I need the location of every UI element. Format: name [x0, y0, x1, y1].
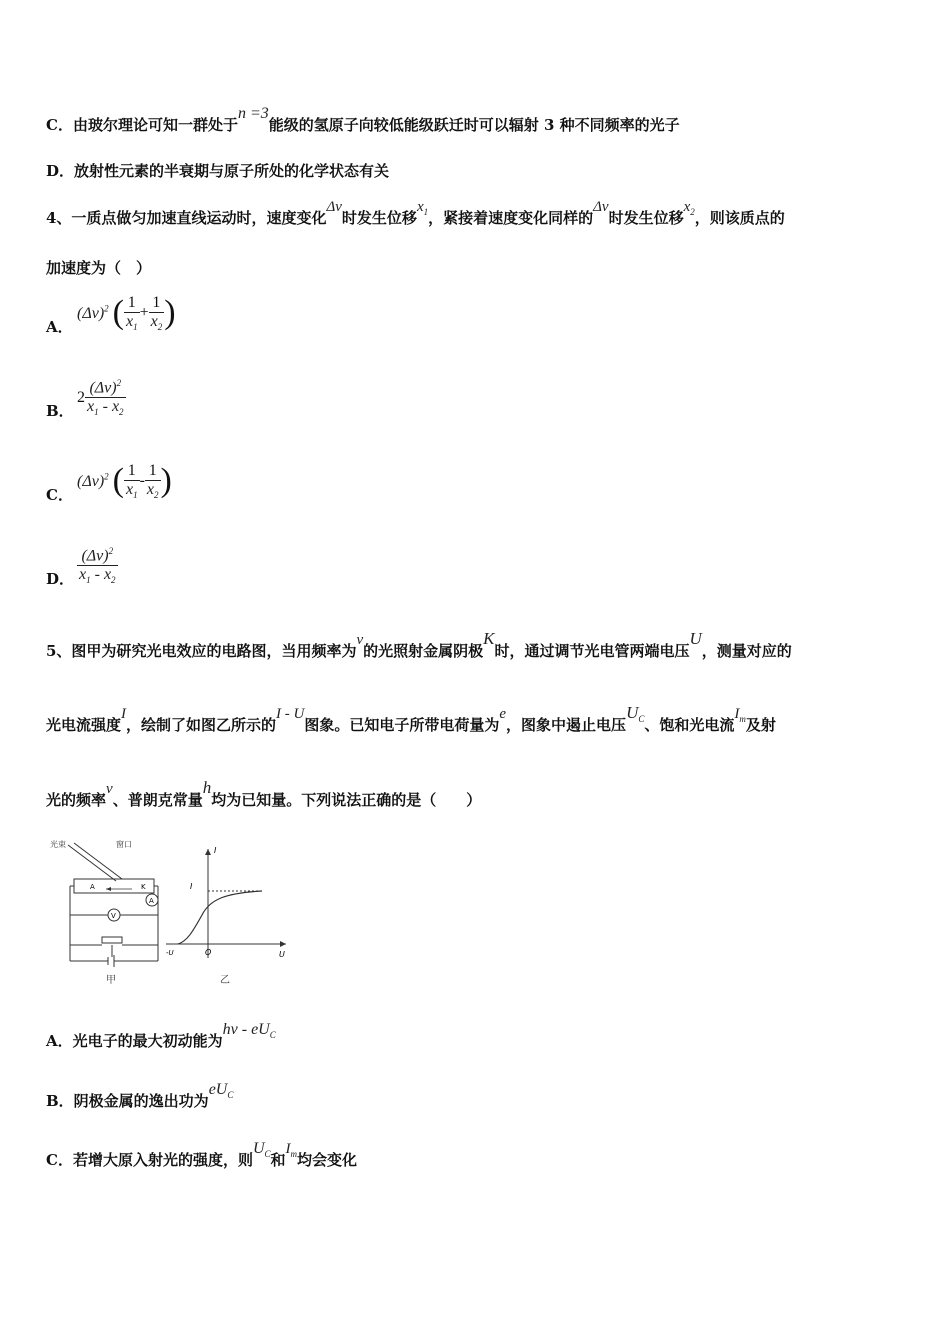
q5-math-h: h [202, 778, 212, 797]
q5-math-Uc: U [626, 703, 639, 722]
q4-math-x1: x [416, 199, 424, 215]
q3-option-d [46, 160, 389, 181]
q5-c-math-uc: U [252, 1140, 265, 1157]
q5-sub-c: C [638, 714, 645, 724]
q5-text-7: 图象。已知电子所带电荷量为 [304, 716, 500, 734]
q4-option-c-label: C． [46, 486, 73, 504]
q5-b-math: eU [208, 1081, 228, 1098]
q5-math-I: I [121, 706, 127, 722]
q5-b-text: B．阴极金属的逸出功为 [46, 1092, 209, 1110]
q3-d-text: D．放射性元素的半衰期与原子所处的化学状态有关 [46, 162, 390, 180]
q5-text-11: 光的频率 [46, 791, 107, 809]
q5-text-1: 5、图甲为研究光电效应的电路图，当用频率为 [46, 642, 357, 660]
label-ammeter: A [149, 897, 154, 905]
q4-stem-line1: 4、一质点做匀加速直线运动时，速度变化Δv时发生位移$x_1$，紧接着速度变化同样的Δv时发生位移$x_2$，则该质点的 [46, 199, 785, 227]
q4-stem-line2 [46, 257, 151, 278]
q4-option-d-formula: $\frac{(\Delta v)^2}{x_1 - x_2}$ [79, 546, 116, 586]
label-i-axis: I [214, 846, 217, 855]
q4-option-a-label: A． [46, 318, 73, 336]
q5-text-3: 时，通过调节光电管两端电压 [494, 642, 690, 660]
q5-c-text: C．若增大原入射光的强度，则 [46, 1151, 253, 1169]
label-u-axis: U [279, 950, 285, 959]
q5-a-sub: C [269, 1030, 276, 1040]
label-cathode: K [141, 883, 146, 891]
q5-option-c [46, 1140, 358, 1171]
q5-text-13: 均为已知量。下列说法正确的是（ ） [211, 791, 482, 809]
q5-text-8: ，图象中遏止电压 [506, 716, 627, 734]
q5-a-text: A．光电子的最大初动能为 [46, 1032, 223, 1050]
q5-math-e: e [499, 706, 507, 722]
q5-stem-line1 [46, 629, 792, 661]
q5-stem-line2 [46, 703, 776, 736]
q4-option-c-formula: $(\Delta v)^2$ ( $\frac{1}{x_1}$ - $\frac{1}{x_2}$ ) [77, 462, 172, 501]
q5-c-sub-c: C [264, 1149, 271, 1159]
q4-option-a-formula: $(\Delta v)^2$ ( $\frac{1}{x_1}$ + $\frac{1}{x_2}$ ) [77, 294, 176, 333]
q5-option-a [46, 1021, 276, 1052]
q4-math-dv2: Δv [593, 199, 609, 215]
label-uc: -U [166, 949, 174, 957]
q5-math-v2: v [106, 781, 113, 797]
q5-b-sub: C [227, 1090, 234, 1100]
label-window: 窗口 [116, 840, 132, 849]
label-im: I [190, 882, 193, 891]
q5-option-b [46, 1081, 234, 1112]
q5-stem-line3 [46, 778, 482, 810]
q5-c-and: 和 [270, 1151, 286, 1169]
label-yi: 乙 [220, 975, 230, 986]
q5-c-sub-m: m [290, 1149, 298, 1159]
photoelectric-diagram [46, 833, 296, 993]
label-origin: O [205, 948, 212, 957]
q5-math-Im: I [734, 706, 740, 722]
label-anode: A [90, 883, 95, 891]
q3-c-rest: 能级的氢原子向较低能级跃迁时可以辐射 3 种不同频率的光子 [268, 116, 680, 134]
q4-option-d-label: D． [46, 570, 75, 588]
q5-a-math: hv - eU [222, 1021, 270, 1038]
q4-option-b-formula: 2 $\frac{(\Delta v)^2}{x_1 - x_2}$ [77, 378, 124, 418]
q5-text-6: ，绘制了如图乙所示的 [126, 716, 277, 734]
q4-option-b-label: B． [46, 402, 74, 420]
q5-text-10: 及射 [745, 716, 776, 734]
q4-text-2: 时发生位移 [341, 209, 417, 227]
q5-c-math-im: I [285, 1141, 291, 1157]
q5-text-5: 光电流强度 [46, 716, 122, 734]
q5-text-9: 、饱和光电流 [644, 716, 735, 734]
q4-math-x2: x [683, 199, 691, 215]
q4-text-1: 4、一质点做匀加速直线运动时，速度变化 [46, 209, 327, 227]
q4-text-5: ，则该质点的 [694, 209, 785, 227]
q3-c-math: n =3 [237, 105, 269, 122]
q5-math-K: K [483, 629, 495, 648]
q5-text-4: ，测量对应的 [701, 642, 792, 660]
q5-c-end: 均会变化 [297, 1151, 358, 1169]
q5-text-12: 、普朗克常量 [112, 791, 203, 809]
q4-text-3: ，紧接着速度变化同样的 [428, 209, 594, 227]
q5-math-v: v [356, 632, 364, 648]
q3-option-c [46, 105, 680, 135]
label-light: 光束 [50, 840, 66, 849]
q4-math-dv1: Δv [326, 199, 342, 215]
rheostat [102, 937, 122, 943]
label-voltmeter: V [111, 912, 116, 920]
iu-curve [178, 891, 262, 944]
q4-question: 加速度为（ ） [46, 259, 152, 277]
q4-text-4: 时发生位移 [608, 209, 684, 227]
q5-figure [46, 833, 296, 997]
q5-math-U: U [689, 629, 702, 648]
q3-c-text: C．由玻尔理论可知一群处于 [46, 116, 238, 134]
q5-sub-m: m [739, 714, 746, 724]
q5-math-IU: I - U [276, 706, 305, 722]
label-jia: 甲 [106, 975, 116, 986]
q5-text-2: 的光照射金属阴极 [363, 642, 484, 660]
